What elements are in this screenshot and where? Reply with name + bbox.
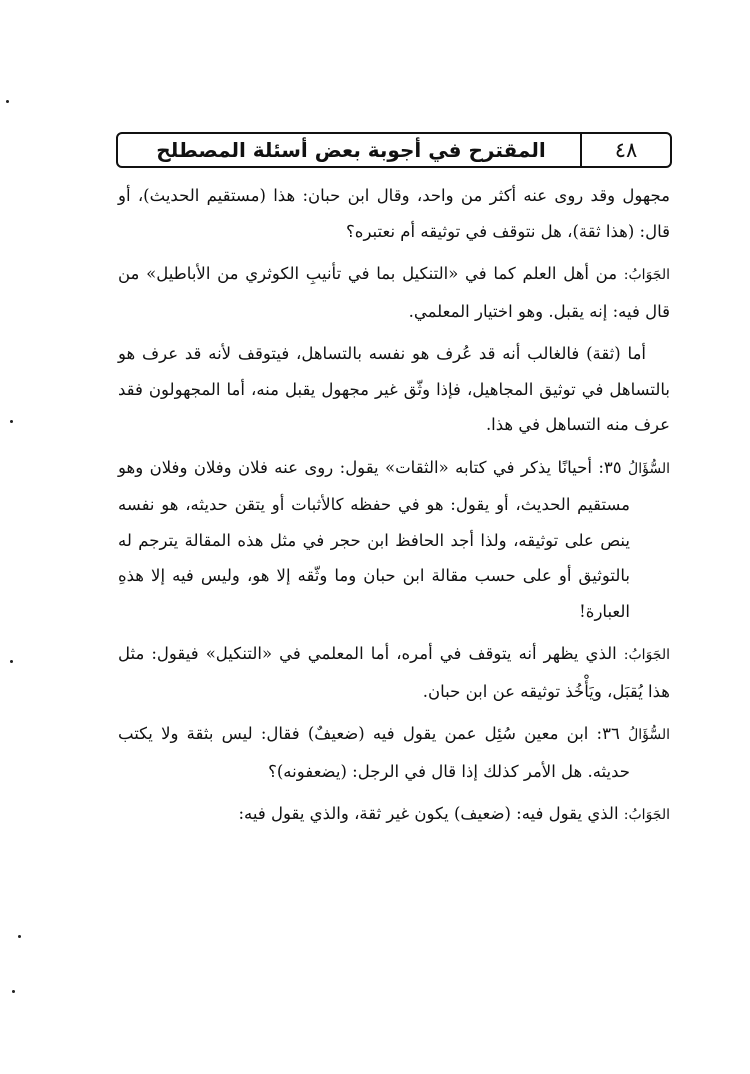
paragraph-answer: [118, 636, 670, 709]
scan-speck: [6, 100, 9, 103]
page-number: ٤٨: [614, 138, 638, 162]
paragraph-text: الذي يقول فيه: (ضعيف) يكون غير ثقة، والذي يقول فيه:: [238, 804, 624, 823]
running-title: المقترح في أجوبة بعض أسئلة المصطلح: [156, 138, 546, 162]
answer-label: الجَوَابُ:: [623, 267, 670, 283]
paragraph-question-continuation: [118, 178, 670, 249]
scan-speck: [10, 660, 13, 663]
paragraph-text: ٣٥: أحيانًا يذكر في كتابه «الثقات» يقول: روى عنه فلان وفلان وفلان وهو مستقيم الحديث، أو يقول: هو في حفظه كالأثبات أو يتقن حديثه، هو نفسه ينص على توثيقه، ولذا أجد الحافظ ابن حجر في مثل هذه المقالة يترجم له بالتوثيق أو على حسب مقالة ابن حبان وما وثّقه إلا هو، وليس فيه إلا هذهِ العبارة!: [118, 457, 630, 621]
paragraph-question-35: [118, 450, 670, 630]
paragraph-text: من أهل العلم كما في «التنكيل بما في تأنيبِ الكوثري من الأباطيل» من قال فيه: إنه يقبل. وهو اختيار المعلمي.: [118, 264, 670, 321]
scan-speck: [12, 990, 15, 993]
answer-label: الجَوَابُ:: [623, 807, 670, 823]
page-body: [118, 178, 670, 834]
question-label: السُّؤَالُ: [628, 460, 670, 477]
paragraph-answer: [118, 796, 670, 834]
question-label: السُّؤَالُ: [628, 727, 671, 743]
scan-speck: [10, 420, 13, 423]
paragraph-explanation: [118, 336, 670, 443]
paragraph-text: ٣٦: ابن معين سُئِل عمن يقول فيه (ضعيفٌ) فقال: ليس بثقة ولا يكتب حديثه. هل الأمر كذلك إذا قال في الرجل: (يضعفونه)؟: [118, 724, 630, 781]
paragraph-question-36: [118, 716, 670, 789]
paragraph-text: الذي يظهر أنه يتوقف في أمره، أما المعلمي في «التنكيل» فيقول: مثل هذا يُقبَل، ويَأْخُذ توثيقه عن ابن حبان.: [118, 644, 670, 701]
answer-label: الجَوَابُ:: [623, 647, 670, 663]
paragraph-answer: [118, 256, 670, 329]
paragraph-text: مجهول وقد روى عنه أكثر من واحد، وقال ابن حبان: هذا (مستقيم الحديث)، أو قال: (هذا ثقة)، هل نتوقف في توثيقه أم نعتبره؟: [118, 186, 670, 241]
paragraph-text: أما (ثقة) فالغالب أنه قد عُرف هو نفسه بالتساهل، فيتوقف لأنه قد عرف هو بالتساهل في توثيق المجاهيل، فإذا وثّق غير مجهول يقبل منه، أما المجهولون فقد عرف منه التساهل في هذا.: [118, 344, 670, 434]
scan-speck: [18, 935, 21, 938]
